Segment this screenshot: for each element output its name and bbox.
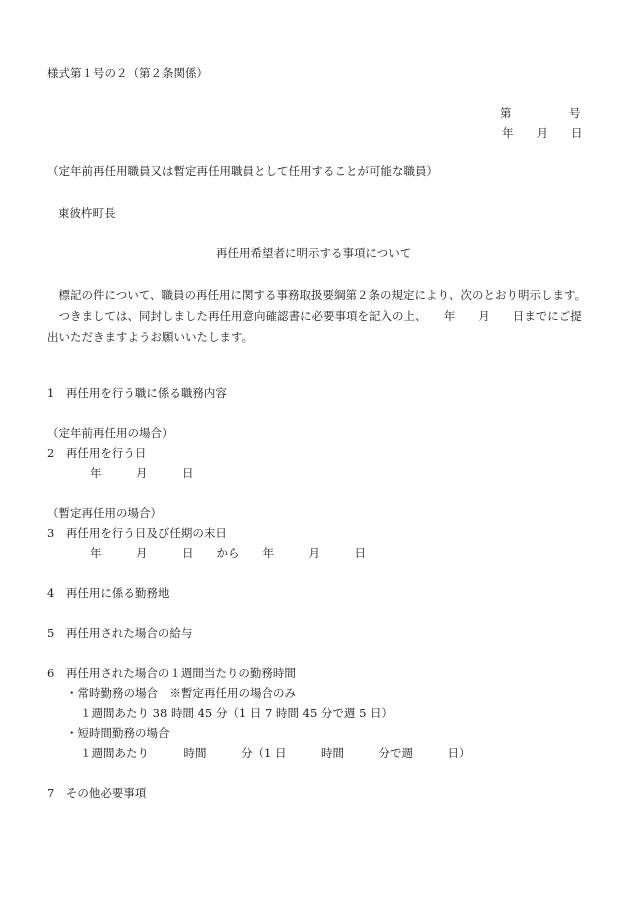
item-3-heading: 3 再任用を行う日及び任期の末日: [47, 526, 227, 540]
document-title: 再任用希望者に明示する事項について: [216, 246, 412, 260]
document-date: 年 月 日: [502, 126, 583, 140]
case-zantei-label: （暫定再任用の場合）: [47, 506, 162, 520]
item-6-fulltime-label: ・常時勤務の場合 ※暫定再任用の場合のみ: [66, 686, 296, 700]
item-6-parttime-label: ・短時間勤務の場合: [66, 726, 170, 740]
body-paragraph-1: 標記の件について、職員の再任用に関する事務取扱要綱第２条の規定により、次のとおり明示します。: [58, 288, 587, 302]
item-7-heading: 7 その他必要事項: [47, 786, 147, 800]
sender: 東彼杵町長: [58, 206, 116, 220]
item-4-heading: 4 再任用に係る勤務地: [47, 586, 170, 600]
item-2-date: 年 月 日: [90, 466, 194, 480]
item-3-dates: 年 月 日 から 年 月 日: [90, 546, 366, 560]
item-2-heading: 2 再任用を行う日: [47, 446, 147, 460]
item-6-fulltime-value: １週間あたり 38 時間 45 分（1 日 7 時間 45 分で週 5 日）: [80, 706, 394, 720]
item-6-heading: 6 再任用された場合の１週間当たりの勤務時間: [47, 666, 296, 680]
item-5-heading: 5 再任用された場合の給与: [47, 626, 193, 640]
document-number: 第 号: [500, 106, 581, 120]
recipient-scope: （定年前再任用職員又は暫定再任用職員として任用することが可能な職員）: [47, 164, 438, 178]
item-1-heading: 1 再任用を行う職に係る職務内容: [47, 386, 227, 400]
form-id: 様式第１号の２（第２条関係）: [47, 66, 208, 80]
body-paragraph-2: つきましては、同封しました再任用意向確認書に必要事項を記入の上、 年 月 日までにご提出いただきますようお願いいたします。: [47, 309, 582, 344]
item-6-parttime-value: １週間あたり 時間 分（1 日 時間 分で週 日）: [80, 746, 471, 760]
case-teinen-label: （定年前再任用の場合）: [47, 426, 174, 440]
